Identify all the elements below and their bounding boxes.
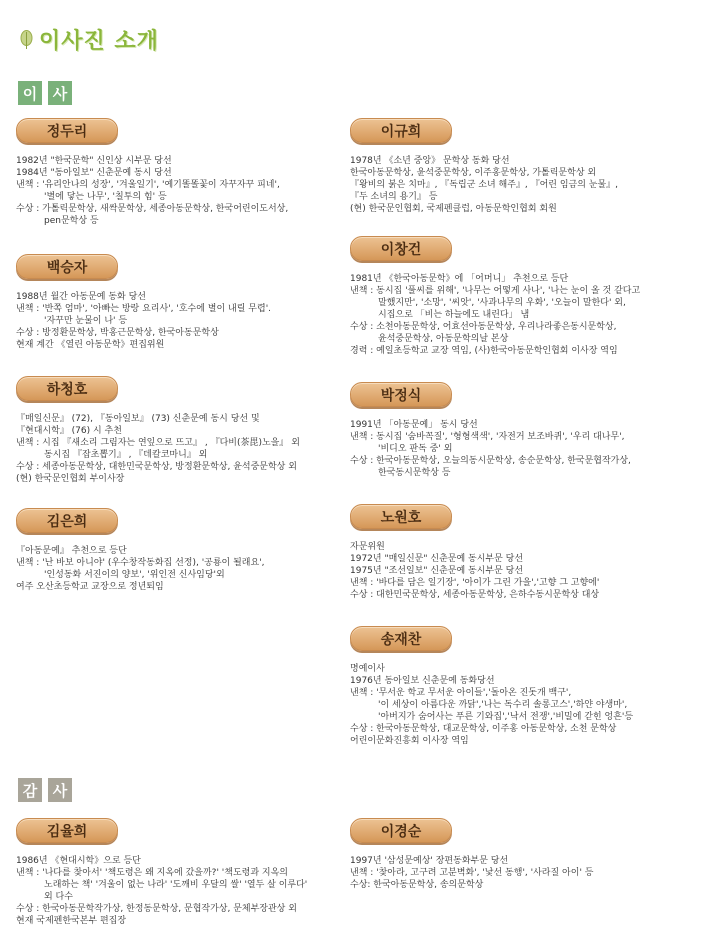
member-bio [350, 155, 685, 215]
bio-line: 1988년 월간 아동문예 동화 당선 [16, 292, 146, 302]
bio-line: 낸책 : '유리안나의 성장', '겨울일기', '예기똘똘꽃이 자꾸자꾸 피네', [16, 180, 280, 190]
bio-line: 말했지만', '소망', '씨앗', '사과나무의 우화', '오늘이 말한다' 외, [378, 298, 626, 308]
bio-line: 낸책 : '나다를 찾아서' '책도령은 왜 지옥에 갔을까?' '책도령과 지옥의 [16, 868, 288, 878]
member-name: 이창건 [350, 236, 452, 261]
member-card [350, 818, 685, 891]
member-card [350, 504, 685, 601]
bio-line: 낸책 : 동시집 '숨바꼭질', '형형색색', '자전거 보조바퀴', '우리 대나무', [350, 432, 625, 442]
section-board [18, 81, 72, 105]
member-card [350, 118, 685, 215]
bio-line: 1991년 「아동문예」 동시 당선 [350, 420, 478, 430]
bio-line: 1981년 《한국아동문학》에 「어머니」 추천으로 등단 [350, 274, 569, 284]
bio-line: 수상 : 대한민국문학상, 세종아동문학상, 은하수동시문학상 대상 [350, 590, 600, 600]
bio-line: 한국아동문학상, 윤석중문학상, 이주홍문학상, 가톨릭문학상 외 [350, 168, 597, 178]
bio-line: 자문위원 [350, 542, 385, 552]
bio-line: 수상 : 세종아동문학상, 대한민국문학상, 방정환문학상, 윤석중문학상 외 [16, 462, 297, 472]
bio-line: 수상: 한국아동문학상, 송의문학상 [350, 880, 484, 890]
bio-line: 명예이사 [350, 664, 385, 674]
bio-line: '인성동화 서진이의 양보', '위인전 신사임당'외 [44, 570, 225, 580]
member-name: 백승자 [16, 254, 118, 279]
member-bio [350, 541, 685, 601]
bio-line: 낸책 : '반쪽 엄마', '아빠는 방랑 요리사', '호수에 별이 내릴 무렵'. [16, 304, 272, 314]
bio-line: 1972년 "매일신문" 신춘문예 동시부문 당선 [350, 554, 524, 564]
bio-line: 수상 : 한국아동문학상, 오늘의동시문학상, 송순문학상, 한국문협작가상, [350, 456, 631, 466]
leaf-icon [20, 30, 33, 50]
member-card [16, 818, 351, 927]
bio-line: 한국동시문학상 등 [378, 468, 451, 478]
bio-line: 어린이문화진흥회 이사장 역임 [350, 736, 469, 746]
bio-line: 시집으로 「비는 하늘에도 내린다」 냄 [378, 310, 530, 320]
bio-line: 노래하는 책' '겨울이 없는 나라' '도깨비 우달의 쌀' '열두 살 이루다' [44, 880, 308, 890]
bio-line: 수상 : 소천아동문학상, 어효선아동문학상, 우리나라좋은동시문학상, [350, 322, 617, 332]
bio-line: pen문학상 등 [44, 216, 99, 226]
bio-line: 『현대시학』 (76) 시 추천 [16, 426, 122, 436]
member-name: 김율희 [16, 818, 118, 843]
section-board-char-2: 사 [48, 81, 72, 105]
bio-line: (현) 한국문인협회, 국제펜클럽, 아동문학인협회 회원 [350, 204, 557, 214]
bio-line: (현) 한국문인협회 부이사장 [16, 474, 125, 484]
member-card [16, 254, 351, 351]
bio-line: 수상 : 한국아동문학상, 대교문학상, 이주홍 아동문학상, 소천 문학상 [350, 724, 617, 734]
section-audit-char-2: 사 [48, 778, 72, 802]
bio-line: 1978년 《소년 중앙》 문학상 동화 당선 [350, 156, 510, 166]
member-bio [350, 663, 685, 747]
bio-line: 1975년 "조선일보" 신춘문예 동시부문 당선 [350, 566, 524, 576]
bio-line: 현재 국제펜한국본부 편집장 [16, 916, 127, 926]
member-card [350, 236, 685, 357]
bio-line: 1984년 "동아일보" 신춘문예 동시 당선 [16, 168, 172, 178]
bio-line: 낸책 : '난 바보 아니야' (우수창작동화집 선정), '공룡이 될래요', [16, 558, 265, 568]
page-title [20, 24, 159, 55]
member-card [350, 382, 685, 479]
bio-line: 1982년 "한국문학" 신인상 시부문 당선 [16, 156, 172, 166]
bio-line: 경력 : 예일초등학교 교장 역임, (사)한국아동문학인협회 이사장 역임 [350, 346, 618, 356]
bio-line: 외 다수 [44, 892, 73, 902]
bio-line: 낸책 : 시집 『새소리 그림자는 연잎으로 뜨고』 , 『다비(茶毘)노을』 외 [16, 438, 300, 448]
bio-line: '이 세상이 아름다운 까닭','나는 독수리 솔롱고스','하얀 야생마', [378, 700, 628, 710]
bio-line: 윤석중문학상, 아동문학의날 본상 [378, 334, 509, 344]
bio-line: 수상 : 가톨릭문학상, 새싹문학상, 세종아동문학상, 한국어린이도서상, [16, 204, 289, 214]
member-bio [16, 545, 351, 593]
member-name: 이규희 [350, 118, 452, 143]
member-name: 정두리 [16, 118, 118, 143]
bio-line: 낸책 : '바다를 담은 일기장', '아이가 그린 가을','고향 그 고향에' [350, 578, 600, 588]
bio-line: 『왕비의 붉은 치마』, 『독립군 소녀 해주』, 『어린 임금의 눈물』, [350, 180, 619, 190]
member-bio [16, 413, 351, 485]
bio-line: 동시집 『잡초뽑기』 , 『데칼코마니』 외 [44, 450, 208, 460]
bio-line: 『두 소녀의 용기』 등 [350, 192, 438, 202]
bio-line: 여주 오산초등학교 교장으로 정년퇴임 [16, 582, 164, 592]
member-card [16, 376, 351, 485]
section-audit [18, 778, 72, 802]
bio-line: '자꾸만 눈물이 나' 등 [44, 316, 128, 326]
member-name: 김은희 [16, 508, 118, 533]
bio-line: 『매일신문』 (72), 『동아일보』 (73) 신춘문예 동시 당선 및 [16, 414, 260, 424]
member-bio [16, 855, 351, 927]
bio-line: '비디오 판독 중' 외 [378, 444, 453, 454]
member-bio [16, 155, 351, 227]
bio-line: 낸책 : '무서운 학교 무서운 아이들','돌아온 진돗개 백구', [350, 688, 572, 698]
member-name: 하청호 [16, 376, 118, 401]
bio-line: 『아동문예』 추천으로 등단 [16, 546, 127, 556]
section-board-char-1: 이 [18, 81, 42, 105]
member-card [16, 118, 351, 227]
member-bio [350, 855, 685, 891]
bio-line: 낸책 : '찾아라, 고구려 고분벽화', '낯선 동행', '사라질 아이' 등 [350, 868, 594, 878]
member-name: 이경순 [350, 818, 452, 843]
bio-line: '별에 닿는 나무', '칠투의 힘' 등 [44, 192, 167, 202]
bio-line: 1986년 《현대시학》으로 등단 [16, 856, 141, 866]
bio-line: 1997년 '삼성문예상' 장편동화부문 당선 [350, 856, 509, 866]
section-audit-char-1: 감 [18, 778, 42, 802]
bio-line: 현재 계간 《열린 아동문학》편집위원 [16, 340, 165, 350]
bio-line: 낸책 : 동시집 '풀씨를 위해', '나무는 어떻게 사나', '나는 눈이 올 것 같다고 [350, 286, 641, 296]
member-card [350, 626, 685, 747]
member-name: 노원호 [350, 504, 452, 529]
member-card [16, 508, 351, 593]
member-name: 송재찬 [350, 626, 452, 651]
member-bio [350, 419, 685, 479]
page-title-text: 이사진 소개 [39, 29, 159, 54]
bio-line: 1976년 동아일보 신춘문예 동화당선 [350, 676, 495, 686]
member-name: 박정식 [350, 382, 452, 407]
bio-line: 수상 : 한국아동문학작가상, 한정동문학상, 문협작가상, 문체부장관상 외 [16, 904, 297, 914]
bio-line: '아버지가 숨어사는 푸른 기와집','낙서 전쟁','비밀에 갇힌 엉흔'등 [378, 712, 634, 722]
member-bio [16, 291, 351, 351]
bio-line: 수상 : 방정환문학상, 박홍근문학상, 한국아동문학상 [16, 328, 219, 338]
member-bio [350, 273, 685, 357]
